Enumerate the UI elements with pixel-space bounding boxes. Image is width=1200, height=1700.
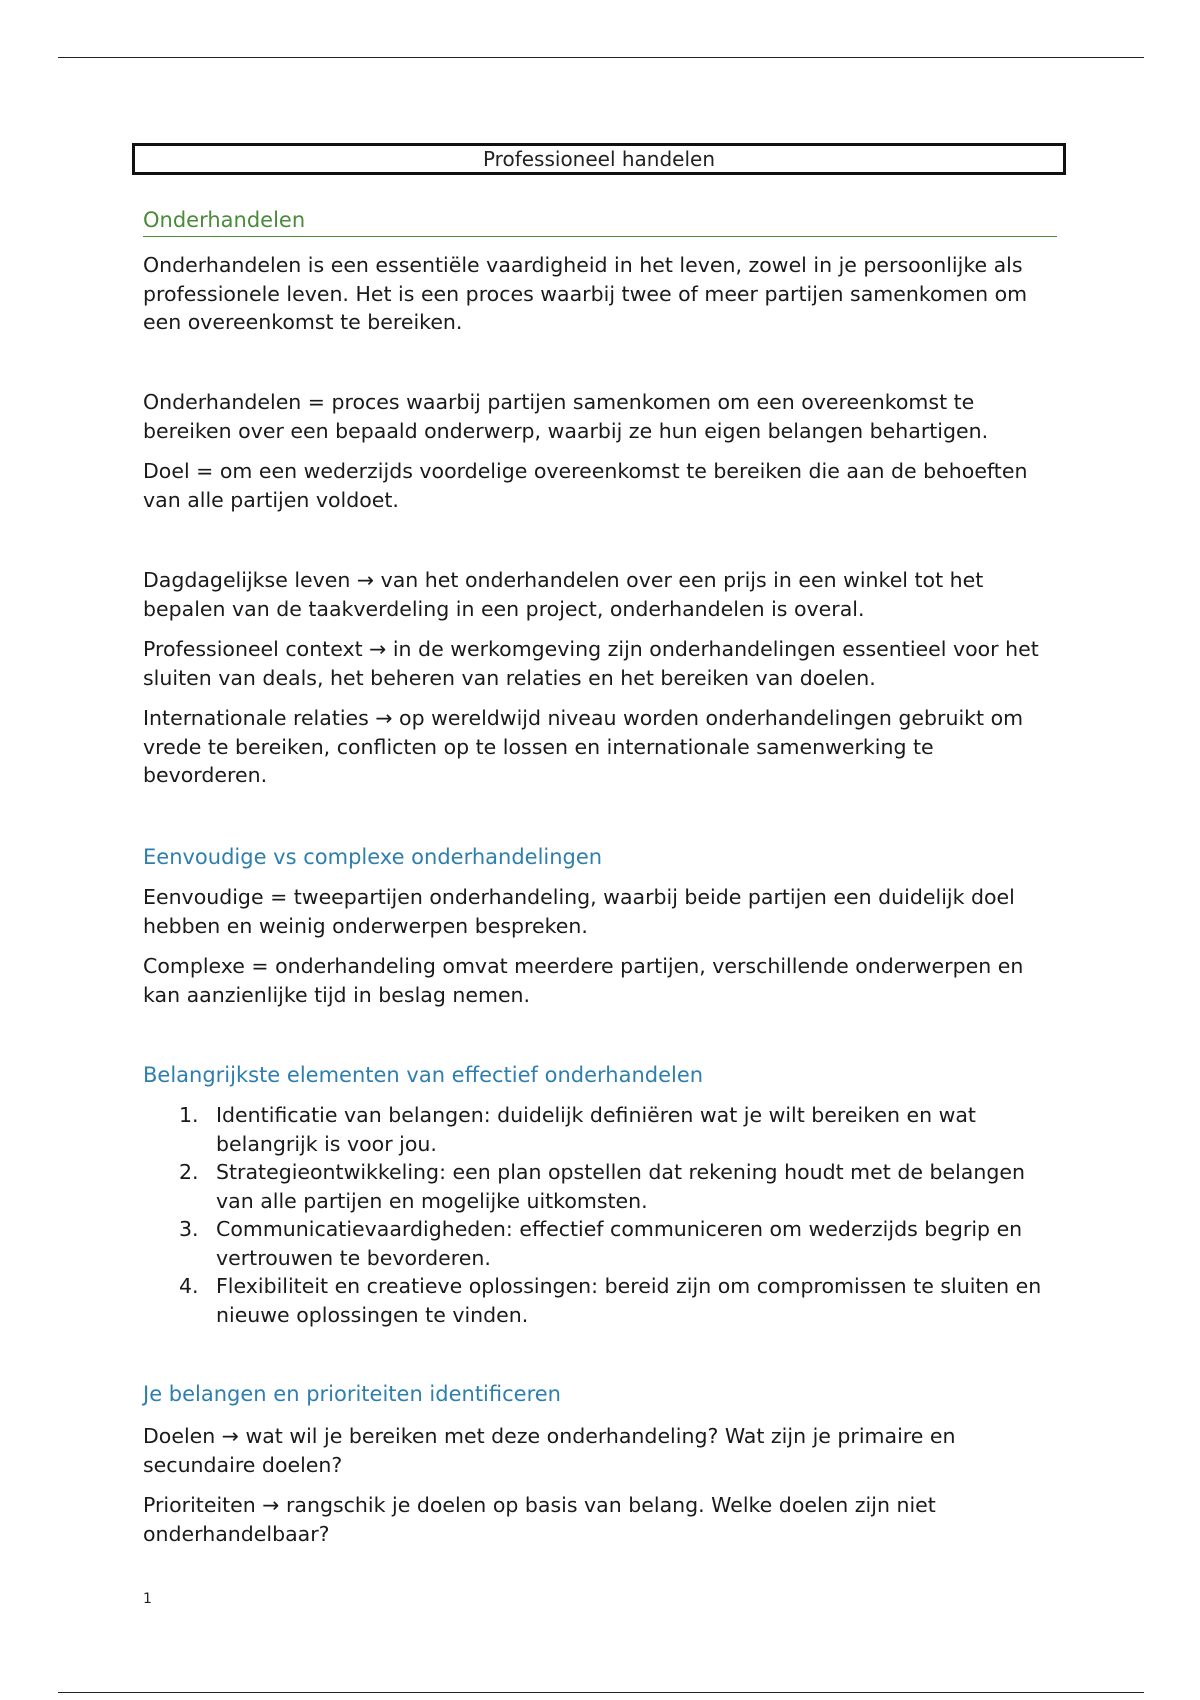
list-item (143, 1215, 1063, 1272)
list-item (143, 1158, 1063, 1215)
heading-onderhandelen: Onderhandelen (143, 206, 1057, 237)
paragraph-complex: Complexe = onderhandeling omvat meerdere partijen, verschillende onderwerpen en kan aanzienlijke tijd in beslag nemen. (143, 954, 1024, 1007)
list-item-number: 4. (179, 1274, 199, 1298)
list-item (143, 1272, 1063, 1329)
paragraph-daily-life: Dagdagelijkse leven → van het onderhandelen over een prijs in een winkel tot het bepalen van de taakverdeling in een project, onderhandelen is overal. (143, 568, 984, 621)
heading-eenvoudig-complex: Eenvoudige vs complexe onderhandelingen (143, 845, 603, 869)
page-number: 1 (143, 1591, 152, 1607)
heading-belangen: Je belangen en prioriteiten identificeren (143, 1382, 561, 1406)
list-item-number: 2. (179, 1160, 199, 1184)
list-item-text: Flexibiliteit en creatieve oplossingen: bereid zijn om compromissen te sluiten en nieuwe oplossingen te vinden. (216, 1274, 1042, 1327)
heading-elementen: Belangrijkste elementen van effectief onderhandelen (143, 1063, 704, 1087)
list-item-number: 3. (179, 1217, 199, 1241)
footer-rule (58, 1692, 1144, 1693)
paragraph-simple: Eenvoudige = tweepartijen onderhandeling, waarbij beide partijen een duidelijk doel hebben en weinig onderwerpen bespreken. (143, 885, 1015, 938)
document-title: Professioneel handelen (132, 143, 1066, 175)
paragraph-professional-context: Professioneel context → in de werkomgeving zijn onderhandelingen essentieel voor het sluiten van deals, het beheren van relaties en het bereiken van doelen. (143, 637, 1039, 690)
list-item (143, 1101, 1063, 1158)
paragraph-definition: Onderhandelen = proces waarbij partijen samenkomen om een overeenkomst te bereiken over een bepaald onderwerp, waarbij ze hun eigen belangen behartigen. (143, 390, 989, 443)
list-item-text: Strategieontwikkeling: een plan opstellen dat rekening houdt met de belangen van alle partijen en mogelijke uitkomsten. (216, 1160, 1025, 1213)
header-rule (58, 57, 1144, 58)
list-item-text: Identificatie van belangen: duidelijk definiëren wat je wilt bereiken en wat belangrijk is voor jou. (216, 1103, 976, 1156)
paragraph-goals: Doelen → wat wil je bereiken met deze onderhandeling? Wat zijn je primaire en secundaire doelen? (143, 1424, 956, 1477)
paragraph-international-relations: Internationale relaties → op wereldwijd niveau worden onderhandelingen gebruikt om vrede te bereiken, conflicten op te lossen en internationale samenwerking te bevorderen. (143, 706, 1024, 787)
paragraph-goal: Doel = om een wederzijds voordelige overeenkomst te bereiken die aan de behoeften van alle partijen voldoet. (143, 459, 1028, 512)
paragraph-intro: Onderhandelen is een essentiële vaardigheid in het leven, zowel in je persoonlijke als professionele leven. Het is een proces waarbij twee of meer partijen samenkomen om een overeenkomst te bereiken. (143, 253, 1028, 334)
list-item-number: 1. (179, 1103, 199, 1127)
elements-list (143, 1101, 1063, 1329)
list-item-text: Communicatievaardigheden: effectief communiceren om wederzijds begrip en vertrouwen te bevorderen. (216, 1217, 1023, 1270)
paragraph-priorities: Prioriteiten → rangschik je doelen op basis van belang. Welke doelen zijn niet onderhandelbaar? (143, 1493, 936, 1546)
